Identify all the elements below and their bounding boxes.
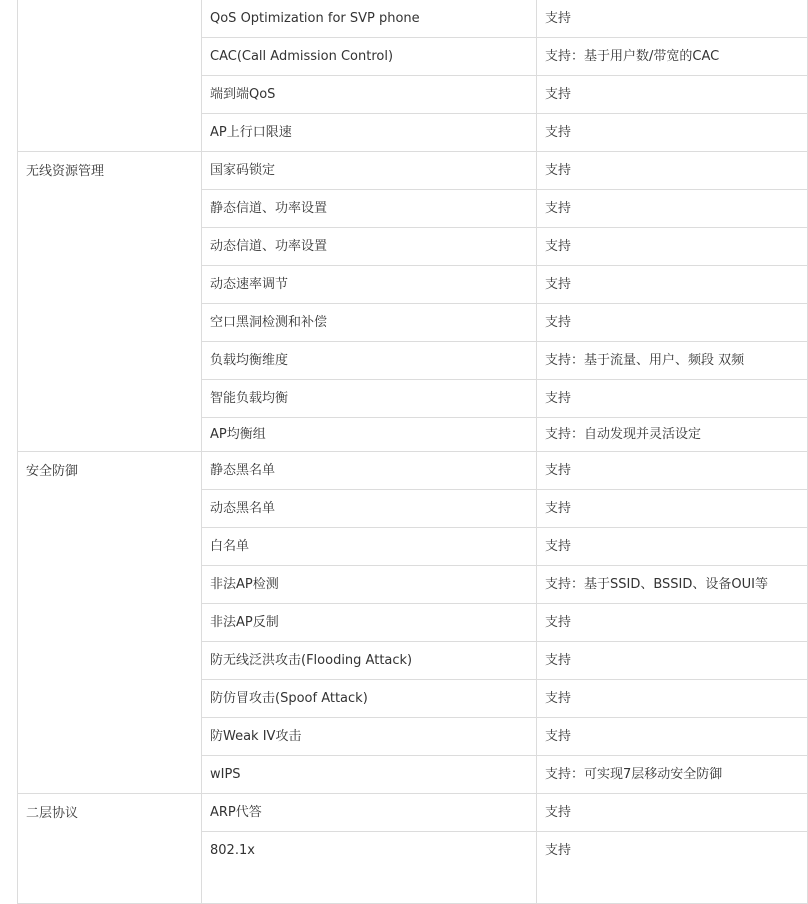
support-cell: 支持：基于流量、用户、频段 双频 xyxy=(537,342,808,380)
support-cell: 支持 xyxy=(537,304,808,342)
support-cell: 支持 xyxy=(537,832,808,904)
feature-cell: 国家码锁定 xyxy=(202,152,537,190)
feature-cell: 静态黑名单 xyxy=(202,452,537,490)
support-cell: 支持 xyxy=(537,452,808,490)
feature-cell: 静态信道、功率设置 xyxy=(202,190,537,228)
feature-cell: 非法AP检测 xyxy=(202,566,537,604)
support-cell: 支持：可实现7层移动安全防御 xyxy=(537,756,808,794)
feature-cell: wIPS xyxy=(202,756,537,794)
feature-cell: 智能负载均衡 xyxy=(202,380,537,418)
category-cell xyxy=(18,0,202,152)
category-cell: 无线资源管理 xyxy=(18,152,202,452)
support-cell: 支持 xyxy=(537,228,808,266)
feature-cell: ARP代答 xyxy=(202,794,537,832)
support-cell: 支持 xyxy=(537,528,808,566)
support-cell: 支持 xyxy=(537,380,808,418)
support-cell: 支持：自动发现并灵活设定 xyxy=(537,418,808,452)
table-row xyxy=(18,794,808,832)
spec-table xyxy=(17,0,808,904)
support-cell: 支持 xyxy=(537,718,808,756)
category-cell: 二层协议 xyxy=(18,794,202,904)
feature-cell: QoS Optimization for SVP phone xyxy=(202,0,537,38)
table-row xyxy=(18,0,808,38)
feature-cell: 防Weak IV攻击 xyxy=(202,718,537,756)
feature-cell: AP上行口限速 xyxy=(202,114,537,152)
support-cell: 支持 xyxy=(537,642,808,680)
category-cell: 安全防御 xyxy=(18,452,202,794)
feature-cell: 802.1x xyxy=(202,832,537,904)
feature-cell: 动态黑名单 xyxy=(202,490,537,528)
support-cell: 支持 xyxy=(537,604,808,642)
support-cell: 支持 xyxy=(537,490,808,528)
spec-table-container xyxy=(17,0,790,858)
support-cell: 支持 xyxy=(537,680,808,718)
table-row xyxy=(18,152,808,190)
support-cell: 支持 xyxy=(537,0,808,38)
feature-cell: 防仿冒攻击(Spoof Attack) xyxy=(202,680,537,718)
support-cell: 支持 xyxy=(537,190,808,228)
feature-cell: 空口黑洞检测和补偿 xyxy=(202,304,537,342)
table-row xyxy=(18,452,808,490)
support-cell: 支持：基于用户数/带宽的CAC xyxy=(537,38,808,76)
feature-cell: 负载均衡维度 xyxy=(202,342,537,380)
support-cell: 支持 xyxy=(537,266,808,304)
feature-cell: 非法AP反制 xyxy=(202,604,537,642)
feature-cell: CAC(Call Admission Control) xyxy=(202,38,537,76)
support-cell: 支持 xyxy=(537,794,808,832)
feature-cell: 防无线泛洪攻击(Flooding Attack) xyxy=(202,642,537,680)
feature-cell: 动态信道、功率设置 xyxy=(202,228,537,266)
support-cell: 支持 xyxy=(537,152,808,190)
support-cell: 支持 xyxy=(537,76,808,114)
feature-cell: AP均衡组 xyxy=(202,418,537,452)
feature-cell: 动态速率调节 xyxy=(202,266,537,304)
feature-cell: 白名单 xyxy=(202,528,537,566)
support-cell: 支持 xyxy=(537,114,808,152)
support-cell: 支持：基于SSID、BSSID、设备OUI等 xyxy=(537,566,808,604)
feature-cell: 端到端QoS xyxy=(202,76,537,114)
